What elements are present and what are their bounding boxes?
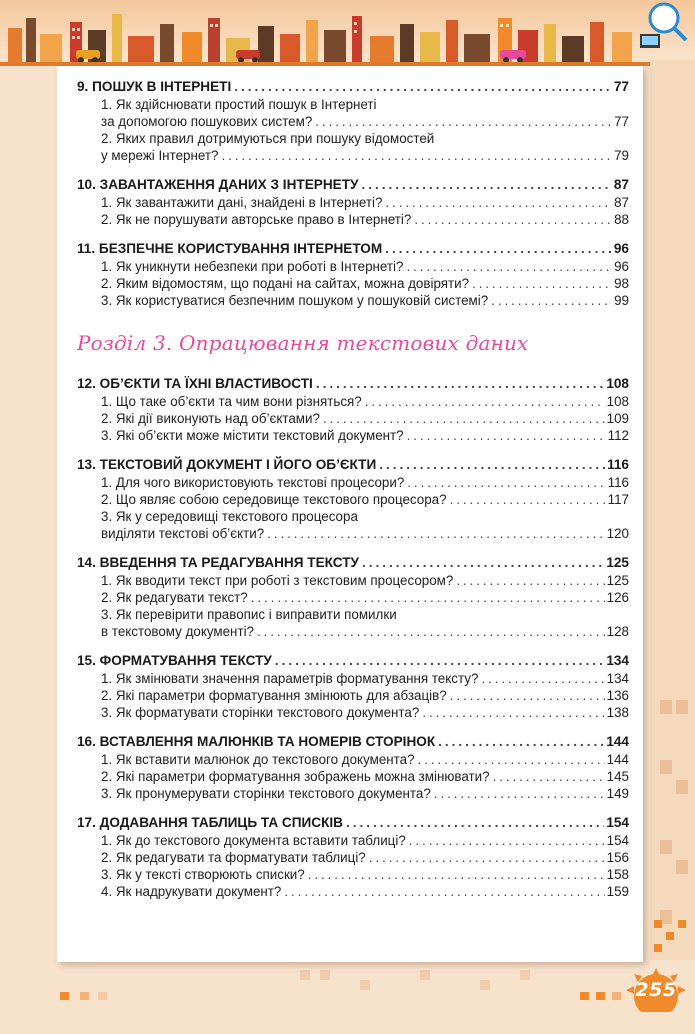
- topic-entry: [77, 751, 629, 768]
- chapter-heading-page: 87: [613, 177, 629, 192]
- topic-entry: [77, 883, 629, 900]
- chapter-heading-text: 9. ПОШУК В ІНТЕРНЕТІ: [77, 79, 232, 94]
- topic-entry-page: 154: [606, 833, 629, 848]
- topic-entry-page: 156: [606, 850, 629, 865]
- dot-leader: [346, 814, 604, 831]
- topic-entry-text: 2. Як не порушувати авторське право в Інтернеті?: [101, 212, 412, 227]
- dot-leader: [267, 525, 605, 542]
- topic-line: 3. Як у середовищі текстового процесора: [101, 509, 358, 524]
- dot-leader: [379, 456, 605, 473]
- topic-entry: [77, 704, 629, 721]
- topic-entry: [77, 866, 629, 883]
- chapter-heading-text: 17. ДОДАВАННЯ ТАБЛИЦЬ ТА СПИСКІВ: [77, 815, 343, 830]
- dot-leader: [491, 292, 612, 309]
- chapter-entry: [77, 375, 629, 444]
- dot-leader: [316, 375, 604, 392]
- topic-entry: [77, 849, 629, 866]
- dot-leader: [414, 211, 612, 228]
- chapter-list-before-section: [77, 78, 629, 309]
- chapter-heading-text: 10. ЗАВАНТАЖЕННЯ ДАНИХ З ІНТЕРНЕТУ: [77, 177, 359, 192]
- dot-leader: [361, 176, 611, 193]
- contents-panel: [57, 66, 643, 962]
- topic-entry: [77, 785, 629, 802]
- topic-entry: [77, 427, 629, 444]
- topic-entry-text: виділяти текстові об’єкти?: [101, 526, 265, 541]
- chapter-heading-text: 14. ВВЕДЕННЯ ТА РЕДАГУВАННЯ ТЕКСТУ: [77, 555, 360, 570]
- chapter-heading-page: 144: [606, 734, 629, 749]
- topic-entry: [77, 525, 629, 542]
- dot-leader: [369, 849, 605, 866]
- topic-entry: [77, 832, 629, 849]
- topic-entry-page: 88: [614, 212, 629, 227]
- dot-leader: [409, 832, 605, 849]
- topic-entry-page: 126: [606, 590, 629, 605]
- topic-entry: [77, 572, 629, 589]
- chapter-heading-page: 108: [606, 376, 629, 391]
- chapter-heading-page: 134: [606, 653, 629, 668]
- topic-entry-page: 149: [606, 786, 629, 801]
- topic-entry-page: 117: [607, 492, 629, 507]
- topic-entry-text: 2. Як редагувати та форматувати таблиці?: [101, 850, 366, 865]
- dot-leader: [362, 554, 604, 571]
- chapter-list-after-section: [77, 375, 629, 900]
- topic-entry-text: 1. Як до текстового документа вставити таблиці?: [101, 833, 406, 848]
- topic-entry: [77, 623, 629, 640]
- topic-entry-page: 77: [614, 114, 629, 129]
- topic-entry: [77, 687, 629, 704]
- topic-entry-page: 79: [614, 148, 629, 163]
- chapter-heading-page: 96: [613, 241, 629, 256]
- topic-entry-text: 1. Як уникнути небезпеки при роботі в Інтернеті?: [101, 259, 404, 274]
- topic-entry: [77, 275, 629, 292]
- topic-entry-text: 3. Як у тексті створюють списки?: [101, 867, 305, 882]
- topic-entry-text: 2. Яким відомостям, що подані на сайтах, можна довіряти?: [101, 276, 470, 291]
- topic-entry: [77, 491, 629, 508]
- topic-entry-text: 3. Як форматувати сторінки текстового документа?: [101, 705, 420, 720]
- topic-entry-page: 98: [614, 276, 629, 291]
- topic-entry-page: 109: [606, 411, 629, 426]
- topic-entry-page: 120: [606, 526, 629, 541]
- topic-entry-text: 1. Як завантажити дані, знайдені в Інтернеті?: [101, 195, 383, 210]
- dot-leader: [221, 147, 612, 164]
- chapter-heading-text: 16. ВСТАВЛЕННЯ МАЛЮНКІВ ТА НОМЕРІВ СТОРІНОК: [77, 734, 436, 749]
- topic-entry-text: 2. Які параметри форматування змінюють для абзаців?: [101, 688, 447, 703]
- topic-entry-page: 99: [614, 293, 629, 308]
- topic-entry-text: 1. Як вставити малюнок до текстового документа?: [101, 752, 415, 767]
- topic-entry-page: 108: [606, 394, 629, 409]
- topic-entry-page: 158: [606, 867, 629, 882]
- topic-entry-text: у мережі Інтернет?: [101, 148, 219, 163]
- chapter-entry: [77, 733, 629, 802]
- dot-leader: [315, 113, 612, 130]
- topic-entry-page: 136: [606, 688, 629, 703]
- dot-leader: [251, 589, 605, 606]
- topic-entry-page: 87: [614, 195, 629, 210]
- dot-leader: [434, 785, 605, 802]
- dot-leader: [493, 768, 605, 785]
- dot-leader: [472, 275, 612, 292]
- page-number: 255: [635, 979, 677, 1001]
- chapter-heading: [77, 456, 629, 473]
- section-title: Розділ 3. Опрацювання текстових даних: [77, 331, 529, 355]
- topic-entry-text: за допомогою пошукових систем?: [101, 114, 313, 129]
- topic-entry-text: 2. Які дії виконують над об’єктами?: [101, 411, 320, 426]
- chapter-heading: [77, 733, 629, 750]
- chapter-heading-page: 116: [607, 457, 629, 472]
- chapter-entry: [77, 176, 629, 228]
- chapter-entry: [77, 78, 629, 164]
- topic-entry-text: 3. Як пронумерувати сторінки текстового документа?: [101, 786, 431, 801]
- topic-entry: [77, 474, 629, 491]
- chapter-entry: [77, 652, 629, 721]
- topic-entry-page: 128: [606, 624, 629, 639]
- chapter-entry: [77, 554, 629, 640]
- chapter-heading: [77, 375, 629, 392]
- dot-leader: [257, 623, 605, 640]
- dot-leader: [422, 704, 604, 721]
- dot-leader: [450, 491, 606, 508]
- dot-leader: [275, 652, 604, 669]
- topic-entry-text: в текстовому документі?: [101, 624, 254, 639]
- chapter-heading-page: 154: [606, 815, 629, 830]
- dot-leader: [406, 258, 612, 275]
- dot-leader: [385, 240, 612, 257]
- topic-entry-page: 144: [606, 752, 629, 767]
- chapter-heading: [77, 814, 629, 831]
- dot-leader: [456, 572, 604, 589]
- chapter-heading: [77, 554, 629, 571]
- topic-entry: [77, 147, 629, 164]
- chapter-entry: [77, 240, 629, 309]
- topic-entry-page: 96: [614, 259, 629, 274]
- dot-leader: [481, 670, 604, 687]
- chapter-heading-text: 15. ФОРМАТУВАННЯ ТЕКСТУ: [77, 653, 272, 668]
- topic-entry-text: 4. Як надрукувати документ?: [101, 884, 282, 899]
- dot-leader: [365, 393, 605, 410]
- topic-entry: [77, 194, 629, 211]
- topic-line: 3. Як перевірити правопис і виправити помилки: [101, 607, 397, 622]
- dot-leader: [418, 751, 605, 768]
- topic-entry-page: 125: [606, 573, 629, 588]
- table-of-contents: [77, 78, 629, 912]
- chapter-entry: [77, 814, 629, 900]
- topic-entry: [77, 393, 629, 410]
- bottom-decorative-band: [0, 960, 695, 1029]
- topic-entry-text: 3. Які об’єкти може містити текстовий документ?: [101, 428, 404, 443]
- chapter-heading-page: 125: [606, 555, 629, 570]
- topic-entry-page: 145: [606, 769, 629, 784]
- topic-entry-page: 138: [606, 705, 629, 720]
- dot-leader: [308, 866, 605, 883]
- topic-entry-text: 2. Що являє собою середовище текстового процесора?: [101, 492, 447, 507]
- topic-entry: [77, 211, 629, 228]
- topic-line: 2. Яких правил дотримуються при пошуку відомостей: [101, 131, 435, 146]
- topic-entry: [77, 258, 629, 275]
- topic-entry-text: 3. Як користуватися безпечним пошуком у пошуковій системі?: [101, 293, 489, 308]
- topic-entry-text: 1. Як змінювати значення параметрів форматування тексту?: [101, 671, 479, 686]
- topic-line: 1. Як здійснювати простий пошук в Інтернеті: [101, 97, 377, 112]
- topic-entry: [77, 292, 629, 309]
- dot-leader: [385, 194, 612, 211]
- topic-entry: [77, 670, 629, 687]
- dot-leader: [407, 474, 605, 491]
- topic-entry-text: 1. Що таке об’єкти та чим вони різняться?: [101, 394, 362, 409]
- chapter-heading-text: 13. ТЕКСТОВИЙ ДОКУМЕНТ І ЙОГО ОБ’ЄКТИ: [77, 457, 377, 472]
- chapter-heading: [77, 176, 629, 193]
- dot-leader: [450, 687, 605, 704]
- topic-entry-text: 2. Як редагувати текст?: [101, 590, 248, 605]
- chapter-heading-page: 77: [613, 79, 629, 94]
- chapter-heading-text: 12. ОБ’ЄКТИ ТА ЇХНІ ВЛАСТИВОСТІ: [77, 376, 313, 391]
- chapter-heading: [77, 78, 629, 95]
- top-decorative-band: [0, 0, 695, 66]
- topic-entry: [77, 589, 629, 606]
- topic-entry-text: 1. Як вводити текст при роботі з текстовим процесором?: [101, 573, 454, 588]
- dot-leader: [407, 427, 606, 444]
- dot-leader: [438, 733, 604, 750]
- topic-entry-page: 116: [607, 475, 629, 490]
- city-skyline-illustration: [0, 0, 695, 66]
- right-decorative-strip: [640, 60, 695, 960]
- dot-leader: [323, 410, 605, 427]
- topic-entry-page: 134: [606, 671, 629, 686]
- topic-entry-page: 159: [606, 884, 629, 899]
- topic-entry: [77, 410, 629, 427]
- chapter-entry: [77, 456, 629, 542]
- chapter-heading: [77, 652, 629, 669]
- topic-entry: [77, 113, 629, 130]
- topic-entry-text: 1. Для чого використовують текстові процесори?: [101, 475, 405, 490]
- chapter-heading-text: 11. БЕЗПЕЧНЕ КОРИСТУВАННЯ ІНТЕРНЕТОМ: [77, 241, 383, 256]
- dot-leader: [234, 78, 612, 95]
- topic-entry: [77, 768, 629, 785]
- magnifier-icon: [650, 4, 678, 32]
- chapter-heading: [77, 240, 629, 257]
- dot-leader: [284, 883, 604, 900]
- topic-entry-text: 2. Які параметри форматування зображень можна змінювати?: [101, 769, 490, 784]
- topic-entry-page: 112: [607, 428, 629, 443]
- page-number-badge: [626, 968, 686, 1012]
